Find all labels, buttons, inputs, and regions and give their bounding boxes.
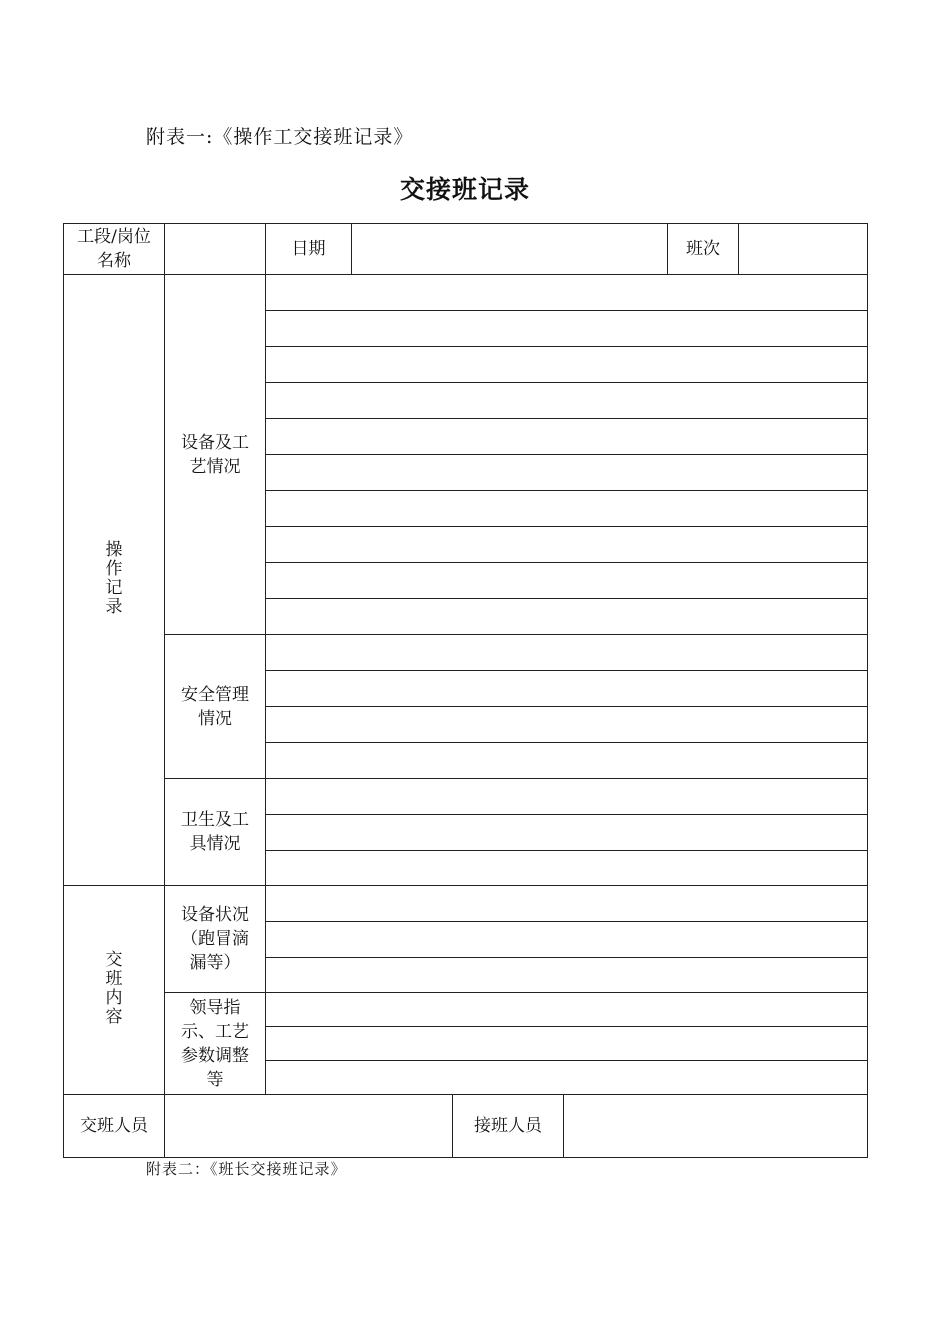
operation-record-label: 操作记录 [64, 275, 165, 886]
handover-record-table [63, 223, 868, 1158]
status-line[interactable] [266, 958, 868, 993]
post-name-label: 工段/岗位名称 [64, 224, 165, 275]
safety-line[interactable] [266, 743, 868, 779]
signature-row [64, 1095, 868, 1158]
equipment-line[interactable] [266, 563, 868, 599]
hygiene-line[interactable] [266, 851, 868, 886]
instruction-line[interactable] [266, 993, 868, 1027]
safety-line[interactable] [266, 671, 868, 707]
equipment-line[interactable] [266, 419, 868, 455]
shift-label: 班次 [668, 224, 739, 275]
handover-content-label: 交班内容 [64, 886, 165, 1095]
equipment-line[interactable] [266, 527, 868, 563]
equipment-status-label: 设备状况（跑冒滴漏等） [165, 886, 266, 993]
equipment-line[interactable] [266, 455, 868, 491]
safety-line[interactable] [266, 635, 868, 671]
handover-giver-field[interactable] [165, 1095, 453, 1158]
instruction-line[interactable] [266, 1027, 868, 1061]
equipment-process-label: 设备及工艺情况 [165, 275, 266, 635]
instruction-line[interactable] [266, 1061, 868, 1095]
safety-line[interactable] [266, 707, 868, 743]
date-label: 日期 [266, 224, 352, 275]
header-row [64, 224, 868, 275]
equipment-line[interactable] [266, 347, 868, 383]
leader-instructions-label: 领导指示、工艺参数调整等 [165, 993, 266, 1095]
handover-receiver-label: 接班人员 [453, 1095, 564, 1158]
safety-management-label: 安全管理情况 [165, 635, 266, 779]
status-line[interactable] [266, 886, 868, 922]
handover-giver-label: 交班人员 [64, 1095, 165, 1158]
equipment-line[interactable] [266, 311, 868, 347]
hygiene-tools-label: 卫生及工具情况 [165, 779, 266, 886]
handover-receiver-field[interactable] [564, 1095, 868, 1158]
caption-top: 附表一:《操作工交接班记录》 [146, 126, 414, 148]
date-field[interactable] [352, 224, 668, 275]
hygiene-line[interactable] [266, 815, 868, 851]
page-title: 交接班记录 [399, 175, 530, 204]
status-line[interactable] [266, 922, 868, 958]
shift-field[interactable] [739, 224, 868, 275]
post-name-field[interactable] [165, 224, 266, 275]
equipment-line[interactable] [266, 275, 868, 311]
caption-bottom: 附表二：《班长交接班记录》 [146, 1160, 347, 1178]
equipment-line[interactable] [266, 383, 868, 419]
hygiene-line[interactable] [266, 779, 868, 815]
equipment-line[interactable] [266, 491, 868, 527]
equipment-line[interactable] [266, 599, 868, 635]
